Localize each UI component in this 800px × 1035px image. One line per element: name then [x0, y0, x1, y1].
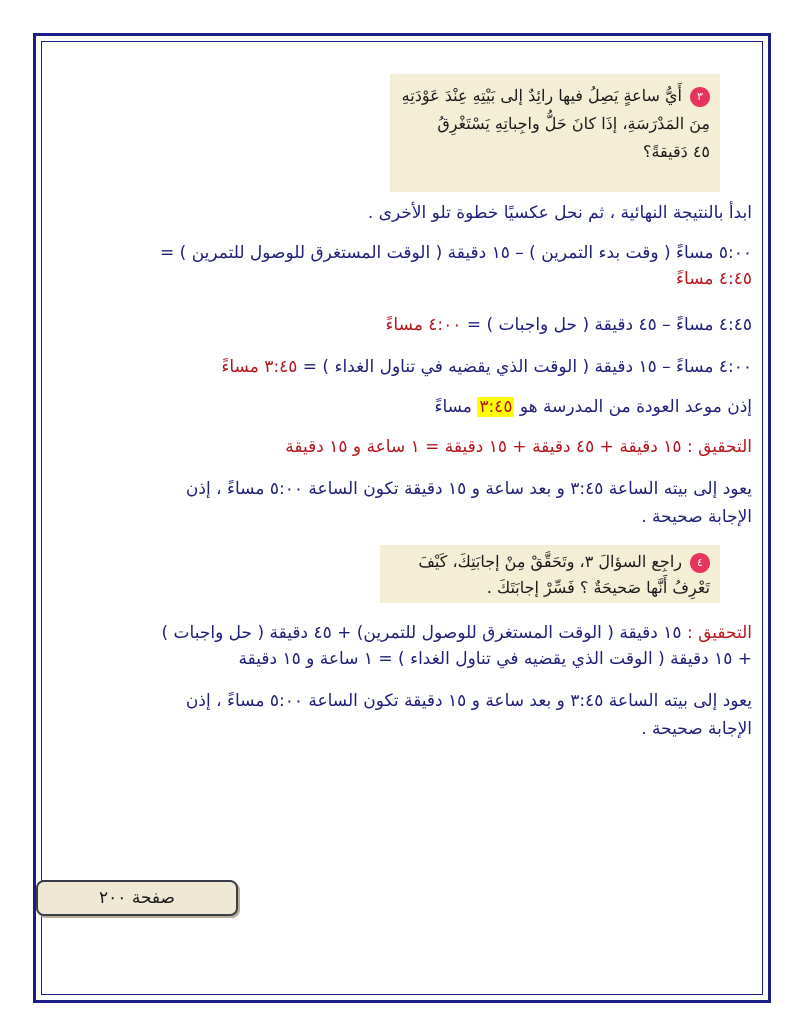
solution-step-2: ٤:٤٥ مساءً – ٤٥ دقيقة ( حل واجبات ) = ٤:٠٠ مساءً: [385, 315, 752, 335]
solution-conclusion-2: الإجابة صحيحة .: [641, 507, 752, 527]
answer-time-highlight: ٣:٤٥: [479, 397, 513, 417]
question-4-box: [380, 545, 720, 603]
verification-line-1: التحقيق : ١٥ دقيقة ( الوقت المستغرق للوصول للتمرين) + ٤٥ دقيقة ( حل واجبات ): [161, 623, 752, 643]
solution-step-1: ٥:٠٠ مساءً ( وقت بدء التمرين ) – ١٥ دقيقة ( الوقت المستغرق للوصول للتمرين ) =: [160, 243, 752, 263]
question-4-line-1: ٤راجِع السؤالَ ٣، وتَحَقَّقْ مِنْ إجابَتِكَ، كَيْفَ: [392, 549, 710, 575]
solution-answer: إذن موعد العودة من المدرسة هو ٣:٤٥ مساءً: [434, 397, 752, 417]
verification-line-2: + ١٥ دقيقة ( الوقت الذي يقضيه في تناول الغداء ) = ١ ساعة و ١٥ دقيقة: [238, 649, 752, 669]
verification-conclusion-2: الإجابة صحيحة .: [641, 719, 752, 739]
solution-step-3: ٤:٠٠ مساءً – ١٥ دقيقة ( الوقت الذي يقضيه في تناول الغداء ) = ٣:٤٥ مساءً: [221, 357, 752, 377]
question-3-line-1: ٣أَيُّ ساعةٍ يَصِلُ فيها رائِدٌ إلى بَيْتِهِ عِنْدَ عَوْدَتِهِ: [402, 82, 710, 110]
question-3-line-2: مِنَ المَدْرَسَةِ، إذَا كانَ حَلُّ واجِباتِهِ يَسْتَغْرِقُ: [437, 114, 710, 133]
question-3-line-3: ٤٥ دَقيقةً؟: [642, 142, 710, 161]
solution-verify: التحقيق : ١٥ دقيقة + ٤٥ دقيقة + ١٥ دقيقة = ١ ساعة و ١٥ دقيقة: [285, 437, 752, 457]
solution-intro: ابدأ بالنتيجة النهائية ، ثم نحل عكسيًا خطوة تلو الأخرى .: [367, 203, 752, 223]
question-3-number-badge: ٣: [690, 87, 710, 107]
question-4-number-badge: ٤: [690, 553, 710, 573]
solution-conclusion-1: يعود إلى بيته الساعة ٣:٤٥ و بعد ساعة و ١٥ دقيقة تكون الساعة ٥:٠٠ مساءً ، إذن: [185, 479, 752, 499]
verification-conclusion-1: يعود إلى بيته الساعة ٣:٤٥ و بعد ساعة و ١٥ دقيقة تكون الساعة ٥:٠٠ مساءً ، إذن: [185, 691, 752, 711]
page-number-badge: صفحة ٢٠٠: [36, 880, 238, 916]
solution-step-1-result: ٤:٤٥ مساءً: [676, 269, 752, 289]
question-4-line-2: تَعْرِفُ أَنَّها صَحيحَةٌ ؟ فَسِّرْ إجابَتَكَ .: [486, 578, 710, 597]
question-3-box: [390, 74, 720, 192]
page-content: [52, 52, 752, 982]
